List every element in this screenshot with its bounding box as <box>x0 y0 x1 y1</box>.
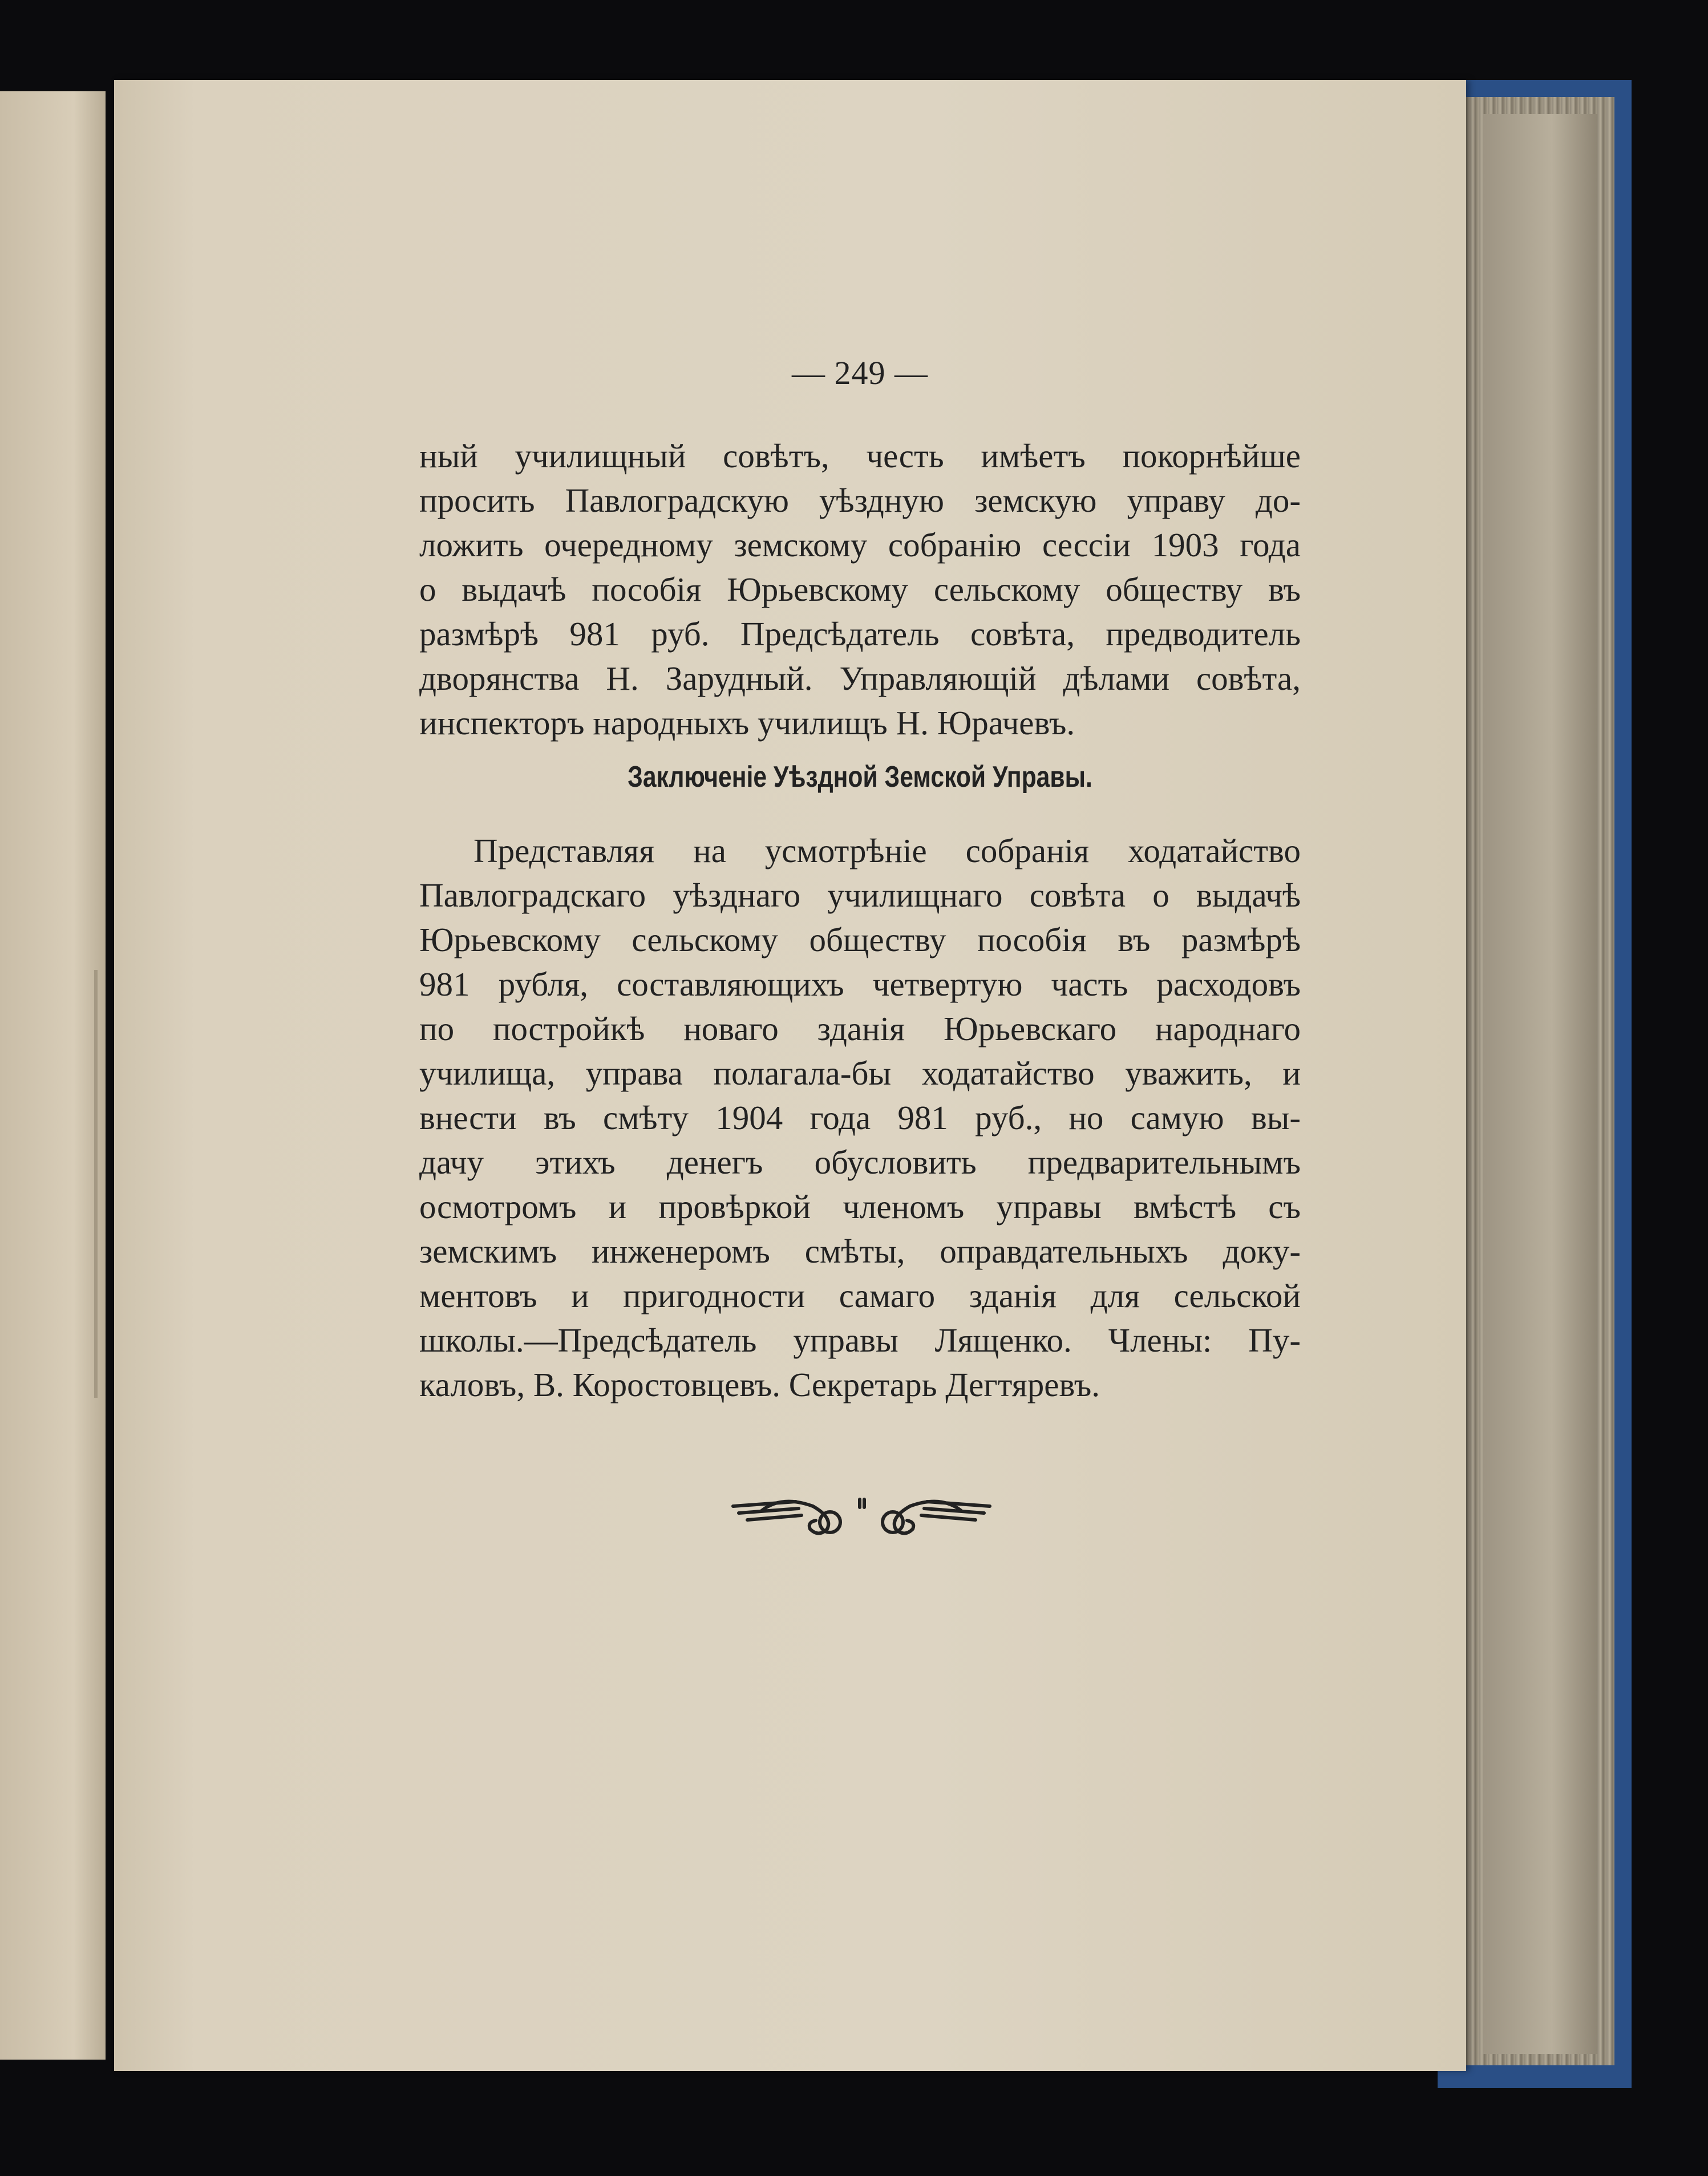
text-line: дачу этихъ денегъ обусловить предварительнымъ <box>419 1143 1301 1181</box>
page-number: — 249 — <box>792 354 928 391</box>
text-line: инспекторъ народныхъ училищъ Н. Юрачевъ. <box>419 704 1075 742</box>
text-line: ный училищный совѣтъ, честь имѣетъ покорнѣйше <box>419 437 1301 475</box>
text-line: училища, управа полагала-бы ходатайство уважить, и <box>419 1054 1301 1092</box>
text-line: просить Павлоградскую уѣздную земскую управу до- <box>419 482 1301 519</box>
text-line: ложить очередному земскому собранію сессіи 1903 года <box>419 526 1301 564</box>
text-line: по постройкѣ новаго зданія Юрьевскаго народнаго <box>419 1010 1301 1047</box>
left-page-edge <box>94 970 98 1398</box>
text-line: каловъ, В. Коростовцевъ. Секретарь Дегтяревъ. <box>419 1366 1100 1404</box>
section-heading: Заключеніе Уѣздной Земской Управы. <box>628 761 1092 794</box>
text-line: дворянства Н. Зарудный. Управляющій дѣлами совѣта, <box>419 660 1301 697</box>
text-line: осмотромъ и провѣркой членомъ управы вмѣстѣ съ <box>419 1188 1301 1225</box>
text-line: ментовъ и пригодности самаго зданія для сельской <box>419 1277 1301 1315</box>
paragraph-continued <box>419 434 1301 745</box>
text-line: Юрьевскому сельскому обществу пособія въ размѣрѣ <box>419 921 1301 958</box>
text-line: размѣрѣ 981 руб. Предсѣдатель совѣта, предводитель <box>419 615 1301 653</box>
text-line: школы.—Предсѣдатель управы Лященко. Члены: Пу- <box>419 1321 1301 1359</box>
page-stack-inner <box>1483 114 1597 2054</box>
text-line: внести въ смѣту 1904 года 981 руб., но самую вы- <box>419 1099 1301 1136</box>
text-line: Представляя на усмотрѣніе собранія ходатайство <box>473 832 1301 869</box>
left-page <box>0 91 106 2060</box>
text-line: земскимъ инженеромъ смѣты, оправдательныхъ доку- <box>419 1232 1301 1270</box>
text-line: 981 рубля, составляющихъ четвертую часть расходовъ <box>419 965 1301 1003</box>
book-page <box>114 80 1466 2071</box>
text-line: о выдачѣ пособія Юрьевскому сельскому обществу въ <box>419 571 1301 608</box>
text-line: Павлоградскаго уѣзднаго училищнаго совѣта о выдачѣ <box>419 876 1301 914</box>
paragraph-conclusion <box>419 828 1301 1407</box>
end-ornament-icon <box>727 1489 995 1540</box>
